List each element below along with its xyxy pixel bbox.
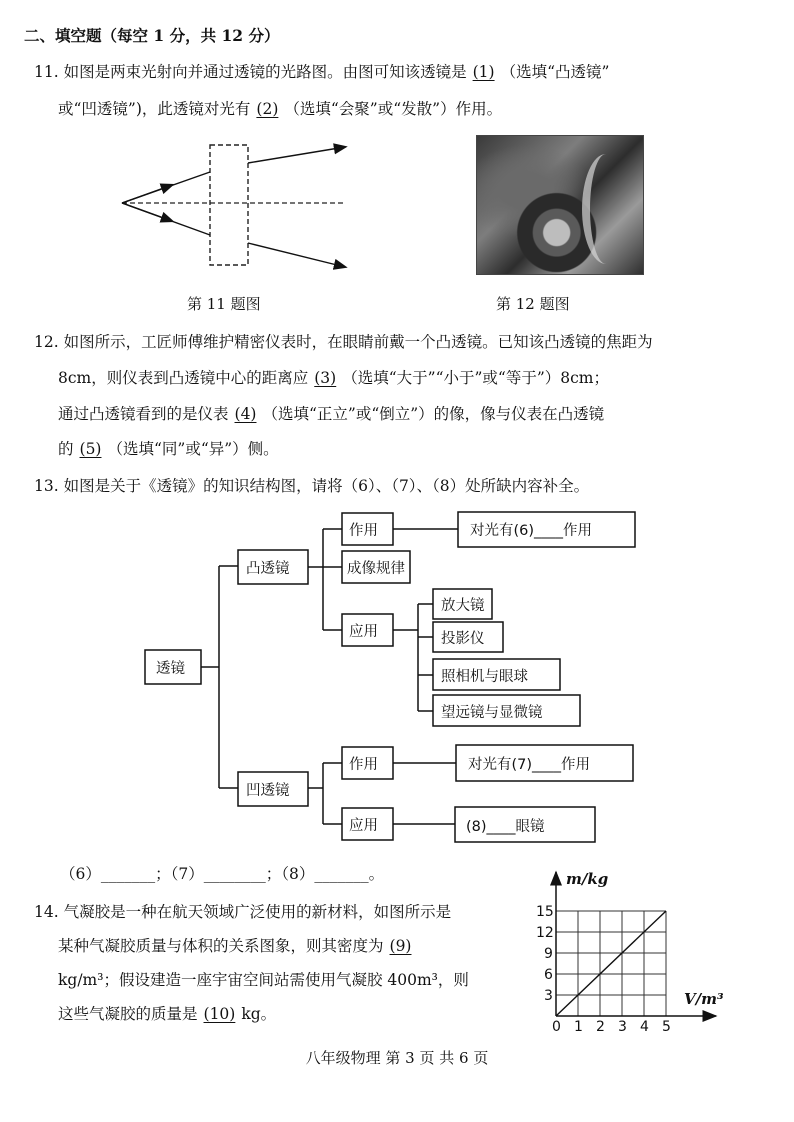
- q11-text: （选填“凸透镜”: [500, 63, 610, 81]
- q12-line1: 12. 如图所示，工匠师傅维护精密仪表时，在眼睛前戴一个凸透镜。已知该凸透镜的焦距为: [34, 333, 653, 351]
- q11-text: 11. 如图是两束光射向并通过透镜的光路图。由图可知该透镜是: [34, 63, 467, 81]
- y-tick-label: 6: [544, 967, 553, 983]
- blank-2: (2): [256, 100, 279, 118]
- tree-app-label-3: 照相机与眼球: [441, 669, 528, 685]
- x-tick-label: 1: [574, 1019, 583, 1035]
- tree-app-label-4: 望远镜与显微镜: [441, 705, 543, 721]
- x-tick-label: 0: [552, 1019, 561, 1035]
- q14-text: 某种气凝胶质量与体积的关系图象，则其密度为: [58, 937, 384, 955]
- x-tick-label: 2: [596, 1019, 605, 1035]
- tree-concave-label: 凹透镜: [246, 783, 290, 799]
- tree-convex-label: 凸透镜: [246, 561, 290, 577]
- blank-10: (10): [203, 1005, 236, 1023]
- blank-5: (5): [79, 440, 102, 458]
- y-tick-label: 15: [536, 904, 554, 920]
- tree-application-label-2: 应用: [349, 818, 378, 834]
- tree-app-label-1: 放大镜: [441, 598, 485, 614]
- q12-text: （选填“同”或“异”）侧。: [107, 440, 279, 458]
- tree-effect-label-2: 作用: [349, 757, 378, 773]
- blank-3: (3): [314, 369, 337, 387]
- q14-text: 这些气凝胶的质量是: [58, 1005, 198, 1023]
- tree-application-label-1: 应用: [349, 624, 378, 640]
- x-tick-label: 3: [618, 1019, 627, 1035]
- tree-concave-app-label: (8)____眼镜: [466, 819, 545, 835]
- q14-line1: 14. 气凝胶是一种在航天领域广泛使用的新材料，如图所示是: [34, 903, 452, 921]
- tree-app-label-2: 投影仪: [441, 631, 485, 647]
- q12-text: 的: [58, 440, 74, 458]
- tree-root-label: 透镜: [156, 661, 185, 677]
- x-tick-label: 4: [640, 1019, 649, 1035]
- q13-line1: 13. 如图是关于《透镜》的知识结构图，请将（6）、（7）、（8）处所缺内容补全。: [34, 477, 590, 495]
- q11-text: （选填“会聚”或“发散”）作用。: [284, 100, 503, 118]
- data-line: [556, 911, 666, 1016]
- fig11-caption: 第 11 题图: [187, 295, 261, 313]
- tree-effect-label-1: 作用: [349, 523, 378, 539]
- tree-concave-effect-label: 对光有(7)____作用: [468, 757, 591, 773]
- q13-answer-line: （6）_______；（7）________；（8）_______。: [60, 865, 385, 883]
- tree-imaging-label: 成像规律: [347, 561, 405, 577]
- page-footer: 八年级物理 第 3 页 共 6 页: [305, 1049, 489, 1067]
- section-title: 二、填空题（每空 1 分，共 12 分）: [24, 26, 280, 45]
- q14-text: kg。: [241, 1005, 277, 1023]
- blank-4: (4): [234, 405, 257, 423]
- tree-convex-effect-label: 对光有(6)____作用: [470, 523, 593, 539]
- y-axis-title: m/kg: [566, 870, 609, 888]
- y-tick-label: 3: [544, 988, 553, 1004]
- y-tick-label: 9: [544, 946, 553, 962]
- q14-line3: kg/m³；假设建造一座宇宙空间站需使用气凝胶 400m³，则: [58, 971, 469, 989]
- blank-1: (1): [472, 63, 495, 81]
- q12-text: （选填“大于”“小于”或“等于”）8cm；: [342, 369, 610, 387]
- fig12-caption: 第 12 题图: [496, 295, 570, 313]
- y-tick-label: 12: [536, 925, 554, 941]
- q12-text: 通过凸透镜看到的是仪表: [58, 405, 229, 423]
- x-axis-title: V/m³: [684, 990, 724, 1008]
- blank-9: (9): [389, 937, 412, 955]
- q12-text: （选填“正立”或“倒立”）的像，像与仪表在凸透镜: [262, 405, 605, 423]
- q12-text: 8cm，则仪表到凸透镜中心的距离应: [58, 369, 309, 387]
- x-tick-label: 5: [662, 1019, 671, 1035]
- q11-text: 或“凹透镜”)，此透镜对光有: [58, 100, 251, 118]
